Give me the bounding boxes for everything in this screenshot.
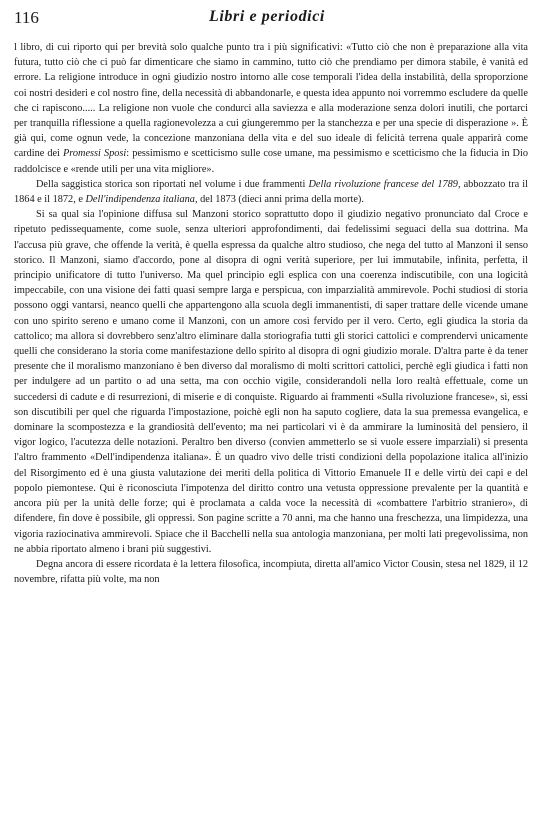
text-run: , del 1873 (dieci anni prima della morte). [194,194,364,206]
page-header [14,8,520,32]
italic-text: Dell'indipendenza italiana [85,194,195,206]
paragraph [14,40,528,177]
paragraph [14,207,528,557]
italic-text: Della rivoluzione francese del 1789 [308,178,458,190]
italic-text: Promessi Sposi [62,148,127,160]
body-text [14,40,528,587]
paragraph [14,557,528,587]
paragraph [14,177,528,207]
text-run: Della saggistica storica son riportati nel volume i due frammenti [36,178,309,190]
page-number: 116 [14,8,39,27]
text-run: , abbozzato tra il 1864 e il 1872, e [14,178,528,206]
text-run: : pessimismo e scetticismo sulle cose umane, ma pessimismo e scetticismo che la fiducia in Dio raddolcisce e «rende utili per una vita migliore». [14,148,528,175]
text-run: Si sa qual sia l'opinione diffusa sul Manzoni storico soprattutto dopo il giudizio negativo pronunciato dal Croce e ripetuto pedissequamente, come suole, senza ulteriori approfondimenti, dai fedelissimi seguaci della sua dottrina. Ma l'accusa più grave, che offende la verità, è quella espressa da qualche altro studioso, che nega del tutto al Manzoni il senso storico. Il Manzoni, siamo d'accordo, pone al disopra di ogni verità superiore, per lui immutabile, infinita, perfetta, il principio unificatore di tutto l'universo. Ma quel principio egli esplica con una coerenza indiscutibile, con una logicità impeccabile, con una visione dei fatti quasi sempre larga e perspicua, con imparzialità ammirevole. Pochi studiosi di storia possono oggi vantarsi, neanco quelli che appartengono alla scuola degli immanentisti, di saper trattare delle vicende umane con uno spirito sereno e umano come il Manzoni, con un amore così fervido per il vero. Certo, egli giudica la storia da cattolico; ma allora si dovrebbero senz'altro eliminare dalla storiografia tutti gli storici cattolici e comprendervi unicamente quelli che considerano la storia come manifestazione dello spirito al disopra di ogni giudizio morale. D'altra parte è da tener presente che il moralismo manzoniano è ben diverso dal moralismo di molti scrittori cattolici, perchè egli giudica i fatti non per indulgere ad un partito o ad una setta, ma con occhio vigile, considerandoli nella loro realtà effettuale, come un succedersi di cadute e di resurrezioni, di miserie e di conquiste. Riguardo ai frammenti «Sulla rivoluzione francese», sì, essi son discutibili per quel che riguarda l'impostazione, poichè egli non ha saputo cogliere, data la sua premessa evangelica, e dominare la scompostezza e la grandiosità dell'evento; ma nei particolari vi è da ammirare la luminosità del pensiero, il vigor logico, l'acutezza delle notazioni. Peraltro ben diverso (convien ammetterlo se si vuole essere imparziali) si presenta l'altro frammento «Dell'indipendenza italiana». È un quadro vivo delle tristi condizioni della popolazione italica all'inizio del Risorgimento ed è una giusta valutazione dei meriti della politica di Vittorio Emanuele II e delle virtù dei capi e del popolo piemontese. Qui è riconosciuta l'impotenza del diritto contro una vetusta oppressione prevalente per la quantità e ancora più per la unità delle forze; qui è proclamata a calda voce la necessità di «combattere l'arbitrio straniero», di difendere, fin dove è possibile, gli oppressi. Son pagine scritte a 70 anni, ma che hanno una freschezza, una limpidezza, una vigoria raziocinativa ammirevoli. Spiace che il Bacchelli nella sua antologia manzoniana, per molti lati pregevolissima, non ne abbia riportato almeno i brani più suggestivi. [14,209,528,555]
text-run: l libro, di cui riporto qui per brevità solo qualche punto tra i più significativi: «Tutto ciò che non è preparazione alla vita futura, tutto ciò che ci può far dimenticare che siamo in cammino, tutto ciò che prendiamo per dimora stabile, è vanità ed errore. La religione introduce in ogni giudizio nostro intorno alle cose temporali l'idea della instabilità, della sproporzione coi nostri desideri e col nostro fine, della necessità di abbandonarle, e questa idea appunto noi vorremmo escludere da quelle che ci rapiscono..... La religione non vuole che condurci alla saviezza e alla moderazione senza dolori inutili, che portarci per tranquilla riflessione a quella ragionevolezza a cui giungeremmo per la stanchezza e per una specie di disperazione ». È già qui, come ognun vede, la concezione manzoniana della vita e del suo ideale di felicità terrena quale apparirà come cardine dei [14,42,528,160]
text-run: Degna ancora di essere ricordata è la lettera filosofica, incompiuta, diretta all'amico Victor Cousin, stesa nel 1829, il 12 novembre, rifatta più volte, ma non [14,558,528,586]
running-title: Libri e periodici [209,8,325,25]
